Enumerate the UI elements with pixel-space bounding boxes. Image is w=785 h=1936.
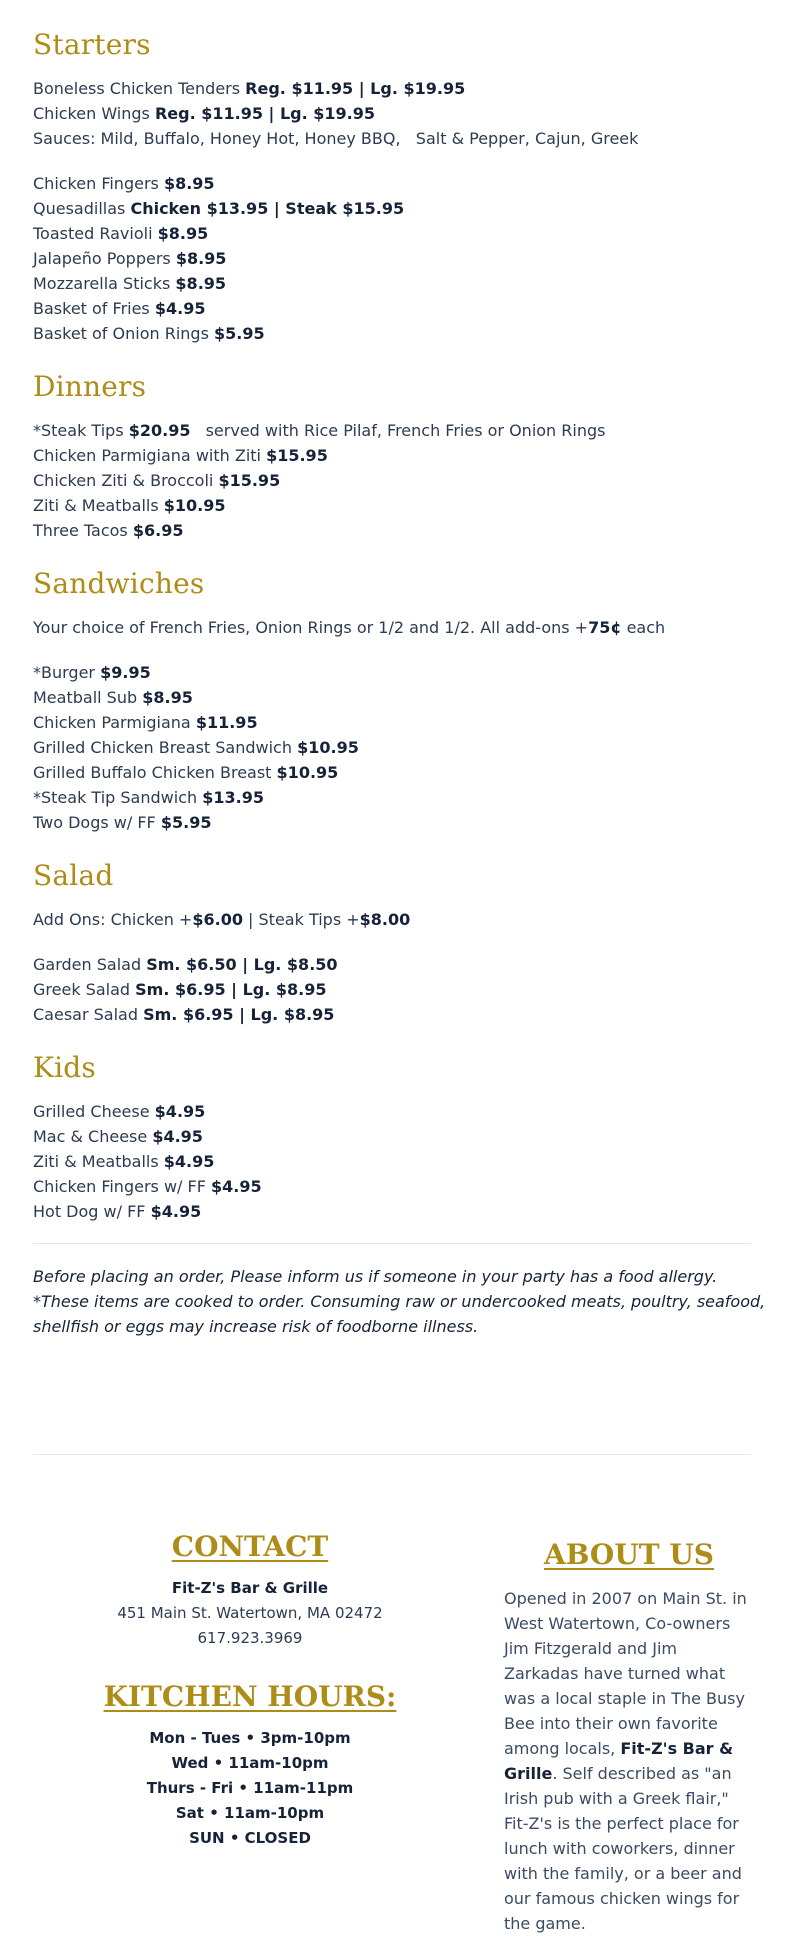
section-title-dinners: Dinners [33, 370, 147, 403]
menu-item: Mozzarella Sticks $8.95 [33, 274, 227, 293]
menu-item: Chicken Parmigiana with Ziti $15.95 [33, 446, 328, 465]
allergy-notice: Before placing an order, Please inform us if someone in your party has a food allergy. [33, 1267, 718, 1286]
section-title-starters: Starters [33, 28, 151, 61]
contact-column [60, 1530, 440, 1851]
kitchen-hours-title: KITCHEN HOURS: [103, 1680, 397, 1713]
menu-item: Garden Salad Sm. $6.50 | Lg. $8.50 [33, 955, 338, 974]
sauces-line: Sauces: Mild, Buffalo, Honey Hot, Honey BBQ, Salt & Pepper, Cajun, Greek [33, 129, 639, 148]
menu-item: Basket of Onion Rings $5.95 [33, 324, 265, 343]
about-business-name: Fit-Z's Bar & Grille [504, 1739, 734, 1783]
raw-food-notice-line-2: shellfish or eggs may increase risk of foodborne illness. [33, 1317, 479, 1336]
hours-line: Mon - Tues • 3pm-10pm [149, 1729, 351, 1747]
menu-item: Quesadillas Chicken $13.95 | Steak $15.95 [33, 199, 405, 218]
about-title: ABOUT US [544, 1538, 714, 1571]
menu-item: Ziti & Meatballs $10.95 [33, 496, 226, 515]
phone-number[interactable]: 617.923.3969 [197, 1629, 303, 1647]
menu-item: Grilled Cheese $4.95 [33, 1102, 206, 1121]
menu-item: Chicken Fingers $8.95 [33, 174, 215, 193]
menu-item: Chicken Parmigiana $11.95 [33, 713, 258, 732]
hours-line: SUN • CLOSED [189, 1829, 311, 1847]
menu-item: Two Dogs w/ FF $5.95 [33, 813, 212, 832]
menu-item: Mac & Cheese $4.95 [33, 1127, 203, 1146]
section-title-sandwiches: Sandwiches [33, 567, 205, 600]
hours-list [60, 1726, 440, 1851]
sandwiches-intro: Your choice of French Fries, Onion Rings or 1/2 and 1/2. All add-ons +75¢ each [33, 618, 666, 637]
menu-item: Caesar Salad Sm. $6.95 | Lg. $8.95 [33, 1005, 335, 1024]
menu-item: Chicken Wings Reg. $11.95 | Lg. $19.95 [33, 104, 376, 123]
menu-item: Toasted Ravioli $8.95 [33, 224, 209, 243]
menu-item: *Steak Tip Sandwich $13.95 [33, 788, 264, 807]
contact-title: CONTACT [171, 1530, 329, 1563]
about-text: Opened in 2007 on Main St. in West Watertown, Co-owners Jim Fitzgerald and Jim Zarkadas have turned what was a local staple in The Busy Bee into their own favorite among locals, Fit-Z's Bar & Grille. Self described as "an Irish pub with a Greek flair," Fit-Z's is the perfect place for lunch with coworkers, dinner with the family, or a beer and our famous chicken wings for the game. [504, 1589, 747, 1933]
about-column [504, 1538, 754, 1936]
section-title-salad: Salad [33, 859, 114, 892]
business-name: Fit-Z's Bar & Grille [171, 1579, 329, 1597]
menu-item: Basket of Fries $4.95 [33, 299, 206, 318]
hours-line: Thurs - Fri • 11am-11pm [146, 1779, 354, 1797]
menu-item: Boneless Chicken Tenders Reg. $11.95 | Lg. $19.95 [33, 79, 466, 98]
menu-item: Greek Salad Sm. $6.95 | Lg. $8.95 [33, 980, 327, 999]
menu-item: *Burger $9.95 [33, 663, 151, 682]
divider [33, 1243, 751, 1244]
hours-line: Sat • 11am-10pm [175, 1804, 325, 1822]
menu-item: Three Tacos $6.95 [33, 521, 184, 540]
menu-item: Chicken Fingers w/ FF $4.95 [33, 1177, 262, 1196]
salad-addons: Add Ons: Chicken +$6.00 | Steak Tips +$8.00 [33, 910, 411, 929]
divider [33, 1454, 751, 1455]
menu-item: *Steak Tips $20.95 served with Rice Pilaf, French Fries or Onion Rings [33, 421, 606, 440]
menu-item: Chicken Ziti & Broccoli $15.95 [33, 471, 281, 490]
hours-line: Wed • 11am-10pm [171, 1754, 329, 1772]
section-title-kids: Kids [33, 1051, 96, 1084]
raw-food-notice-line-1: *These items are cooked to order. Consuming raw or undercooked meats, poultry, seafood, [33, 1292, 766, 1311]
address: 451 Main St. Watertown, MA 02472 [117, 1604, 383, 1622]
menu-item: Grilled Chicken Breast Sandwich $10.95 [33, 738, 359, 757]
menu-item: Meatball Sub $8.95 [33, 688, 193, 707]
food-notice [33, 1264, 766, 1339]
menu-item: Grilled Buffalo Chicken Breast $10.95 [33, 763, 339, 782]
menu-item: Jalapeño Poppers $8.95 [33, 249, 227, 268]
menu-item: Ziti & Meatballs $4.95 [33, 1152, 215, 1171]
menu-item: Hot Dog w/ FF $4.95 [33, 1202, 202, 1221]
